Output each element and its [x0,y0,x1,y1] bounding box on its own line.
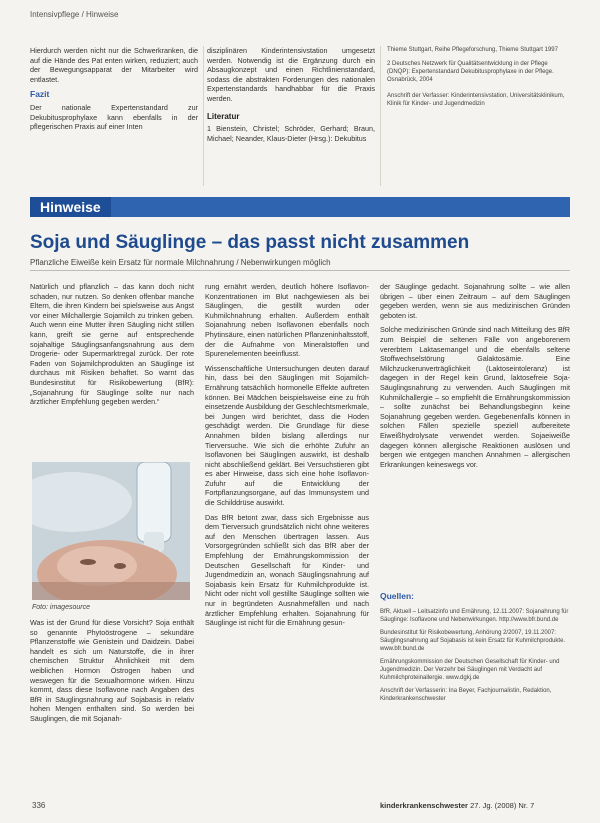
top-column-2 [207,46,375,148]
page-number: 336 [32,801,46,810]
paragraph: Natürlich und pflanzlich – das kann doch nicht schaden, nur nutzen. So denken offenbar manche Eltern, die ihren Kindern bei spielsweise aus Angst vor einer Milchallergie Sojamilch zu trinken geben. Auch wenn eine Mutter ihren Säugling nicht stillen kann, greift sie gerne auf entsprechende sojahaltige Säuglingsanfangsnahrung aus dem Drogerie- oder Supermarktregal zurück. Der rote Faden von Sojamilchprodukten an Säuglinge ist durchaus mit Risiken behaftet. So warnt das Bundesinstitut für Risikobewertung (BfR): „Sojanahrung für Säuglinge sollte nur nach ärztlicher Empfehlung gegeben werden.“ [30,282,194,407]
reference: BfR, Aktuell – Leitsatzinfo und Ernährung, 12.11.2007: Sojanahrung für Säuglinge: Isoflavone und Nebenwirkungen. http://www.bfr.bund.de [380,609,569,623]
article-column-3 [380,282,570,474]
journal-name: kinderkrankenschwester [380,801,468,810]
article-headline: Soja und Säuglinge – das passt nicht zusammen [30,232,470,253]
sources-list [380,608,570,703]
reference: Ernährungskommission der Deutschen Gesellschaft für Kinder- und Jugendmedizin. Der Verzehr bei Säuglingen mit Verdacht auf Kuhmilchproteinallergie. www.dgkj.de [380,659,560,681]
photo-caption: Foto: imagesource [32,604,90,611]
section-banner [30,197,570,217]
column-divider [203,46,204,186]
paragraph: Das BfR betont zwar, dass sich Ergebnisse aus dem Tierversuch grundsätzlich nicht ohne weiteres auf den Menschen übertragen lassen. Aus Vorsorgegründen schließt sich das BfR aber der Empfehlung der Ernährungskommission der Deutschen Gesellschaft für Kinder- und Jugendmedizin an, wonach Säuglingsnahrung auf Sojabasis kein Ersatz für Kuhmilchprodukte ist. Nicht oder nicht voll gestillte Säuglinge sollten wie nur in begründeten Ausnahmefällen und nach ärztlicher Empfehlung erhalten. Sojanahrung für Säuglinge ist nicht für die Ernährung gesun- [205,512,369,628]
running-head: Intensivpflege / Hinweise [30,10,119,19]
section-banner-label: Hinweise [30,197,111,217]
paragraph: 1 Bienstein, Christel; Schröder, Gerhard; Braun, Michael; Neander, Klaus-Dieter (Hrsg.): Dekubitus [207,124,375,143]
journal-footer [380,801,534,810]
top-column-3 [387,46,570,108]
quellen-heading: Quellen: [380,591,415,601]
author-address: Anschrift der Verfasser: Kinderintensivstation, Universitätsklinikum, Klinik für Kinder- und Jugendmedizin [387,93,565,107]
article-column-1 [30,282,194,412]
journal-issue: 27. Jg. (2008) Nr. 7 [470,801,535,810]
reference: Bundesinstitut für Risikobewertung, Anhörung 2/2007, 19.11.2007: Säuglingsnahrung auf Sojabasis ist kein Ersatz für Kuhmilchprodukte. www.bfr.bund.de [380,630,566,652]
baby-photo [32,462,190,600]
paragraph: Hierdurch werden nicht nur die Schwerkranken, die auf die Hände des Pat enten wirken, reduziert; auch der Bewegungsapparat der Mitarbeiter wird entlastet. [30,46,198,84]
headline-rule [30,270,570,271]
paragraph: rung ernährt werden, deutlich höhere Isoflavon-Konzentrationen im Blut nachgewiesen als bei Säuglingen, die gestillt wurden oder Kuhmilchnahrung erhalten. Außerdem enthält Sojanahrung neben Isoflavonen ebenfalls noch Phytinsäure, einen natürlichen Pflanzeninhaltsstoff, der die Aufnahme von Mineralstoffen und Spurenelementen beeinflusst. [205,282,369,359]
paragraph: Solche medizinischen Gründe sind nach Mitteilung des BfR zum Beispiel die seltenen Fälle von angeborenem vererbtem Laktasemangel und die ebenfalls seltene Stoffwechselstörung Galaktosämie. Eine Milchzuckerunverträglichkeit (Laktoseintoleranz) ist dagegen in der Regel kein Grund, laktosefreie Soja-Säuglingsnahrung zu verwenden. Auch Säuglingen mit Kuhmilchallergie – so empfiehlt die Ernährungskommission – sollte zunächst bei Behandlungsbeginn keine Sojanahrung gegeben werden. Gegebenenfalls können in solchen Fällen spezielle speziell aufbereitete Eiweißhydrolysate verwendet werden. Sojaeiweiße dagegen können allergische Reaktionen auslösen und bergen wie entgegen manchen Annahmen – allergischen Erkrankungen keineswegs vor. [380,325,570,469]
fazit-heading: Fazit [30,89,50,100]
paragraph: Wissenschaftliche Untersuchungen deuten darauf hin, dass bei den Säuglingen mit Sojamilch-Ernährung tatsächlich hormonelle Effekte auftreten können. Bei Mädchen beispielsweise eine zu früh einsetzende Ausbildung der Geschlechtsmerkmale, bei Jungen wird berichtet, dass die Hoden geschädigt werden. Die Grundlage für diese Annahmen bilden bislang allerdings nur Tierversuche. Wie sich die erhöhte Zufuhr an Isoflavonen bei Säuglingen auswirkt, ist deshalb nicht abschließend geklärt. Bei Versuchstieren gibt es aber Hinweise, dass sich eine hohe Isoflavon-Zufuhr auf die Entwicklung der Fortpflanzungsorgane, auf das Immunsystem und die Schilddrüse auswirkt. [205,363,369,508]
article-deck: Pflanzliche Eiweiße kein Ersatz für normale Milchnahrung / Nebenwirkungen möglich [30,258,331,267]
paragraph: der Säuglinge gedacht. Sojanahrung sollte – wie allen übrigen – über einen Zeitraum – auf dem Säuglingen gegeben werden, wenn sie aus medizinischen Gründen geboten ist. [380,282,570,320]
paragraph: disziplinären Kinderintensivstation umgesetzt werden. Notwendig ist die Ergänzung durch ein Absaugkonzept und einen Richtlinienstandard, sodass die abstrakten Forderungen des nationalen Expertenstandards handhabbar für die Praxis werden. [207,46,375,103]
article-column-1-continued [30,618,194,729]
reference: 2 Deutsches Netzwerk für Qualitätsentwicklung in der Pflege (DNQP): Expertenstandard Dekubitusprophylaxe in der Pflege. Osnabrück, 2004 [387,61,554,83]
paragraph: Der nationale Expertenstandard zur Dekubitusprophylaxe kann ebenfalls in der pflegerischen Praxis auf einer Inten [30,102,198,132]
sources-block [380,592,570,605]
column-divider [380,46,381,186]
reference: Thieme Stuttgart, Reihe Pflegeforschung, Thieme Stuttgart 1997 [387,47,558,53]
baby-bottle-image [32,462,190,600]
literatur-heading: Literatur [207,111,240,121]
author-address: Anschrift der Verfasserin: Ina Beyer, Fachjournalistin, Redaktion, Kinderkrankenschwester [380,688,552,702]
paragraph: Was ist der Grund für diese Vorsicht? Soja enthält so genannte Phytoöstrogene – sekundäre Pflanzenstoffe wie Genistein und Daidzein. Dabei handelt es sich um Naturstoffe, die in ihrer chemischen Struktur Ähnlichkeit mit dem weiblichen Hormon Östrogen haben und weswegen für die Sexualhormone wirken. Hinzu kommt, dass diese Isoflavone nach Angaben des BfR in Säuglingsnahrung auf Sojabasis in relativ hohen Mengen enthalten sind. So werden bei Säuglingen, die mit Sojanah- [30,618,194,723]
article-column-2 [205,282,369,633]
top-column-1 [30,46,198,137]
